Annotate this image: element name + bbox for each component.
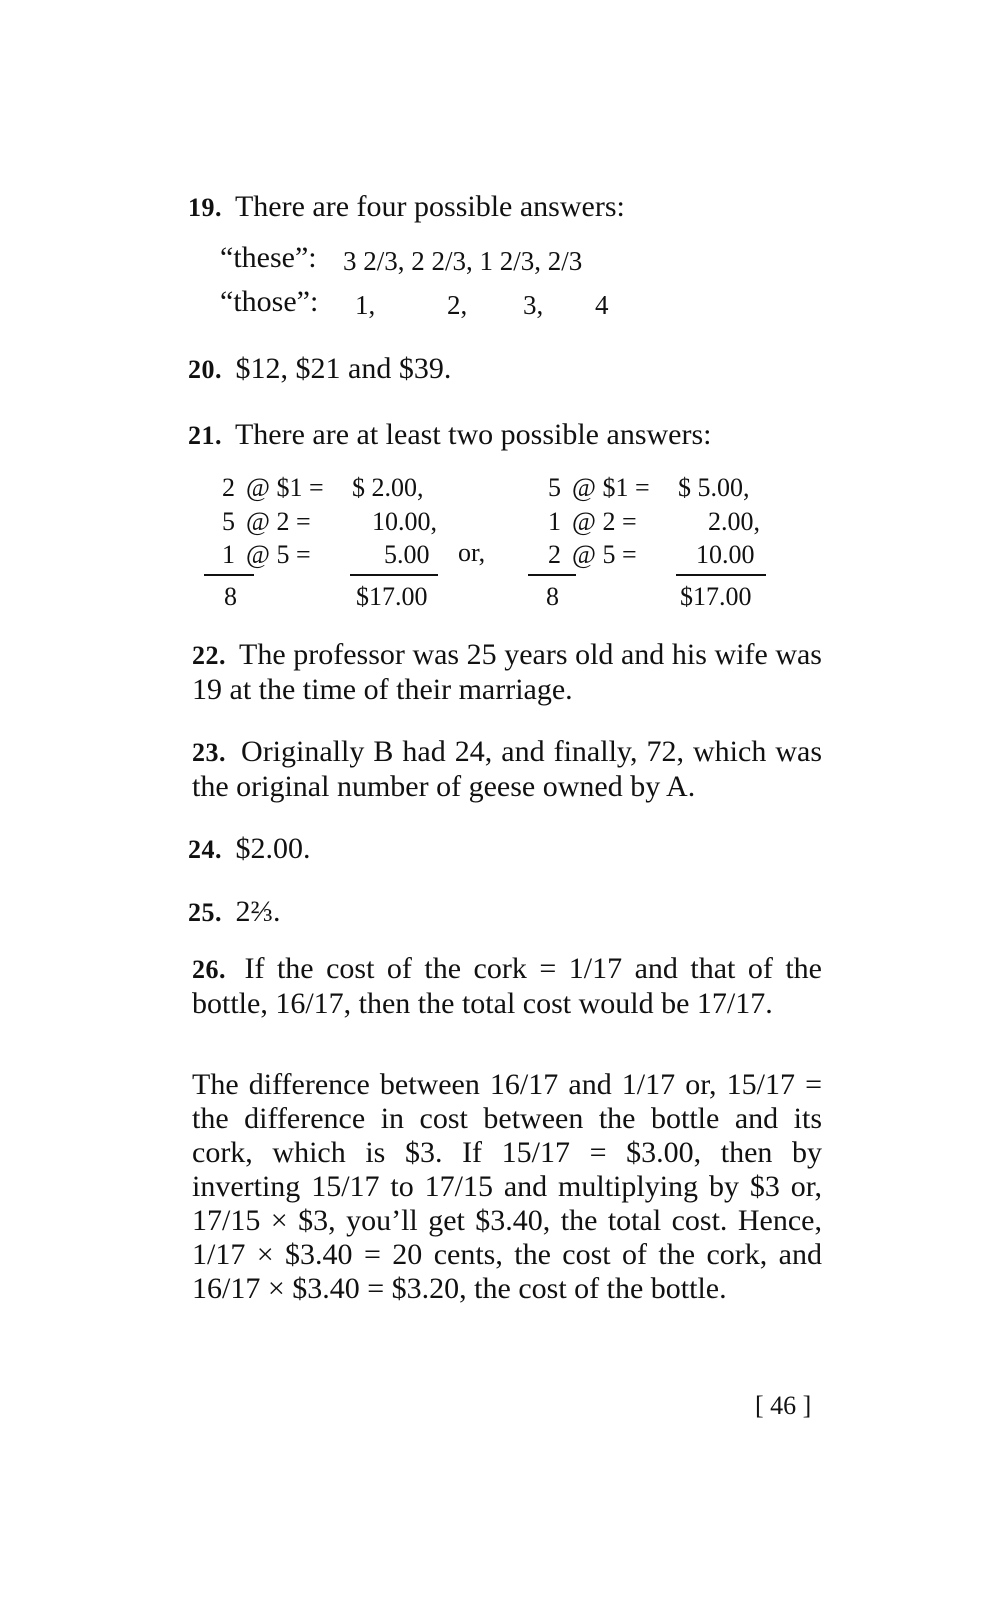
answer-text: There are four possible answers: (234, 190, 625, 223)
row-rate: @ $1 = (572, 473, 650, 502)
answer-19 (188, 190, 625, 225)
answer-25 (188, 895, 281, 930)
total-amount: $17.00 (680, 582, 752, 611)
row-amount: 10.00, (372, 507, 437, 536)
row-qty: 1 (548, 507, 561, 536)
row-rate: @ 5 = (246, 540, 311, 569)
answer-text: Originally B had 24, and finally, 72, which was the original number of geese owned by A. (192, 735, 822, 803)
those-value: 1, (355, 290, 376, 320)
these-value: 2/3 (547, 246, 583, 276)
row-rate: @ 2 = (572, 507, 637, 536)
row-qty: 5 (222, 507, 235, 536)
answer-number: 20. (188, 355, 222, 384)
or-connector: or, (458, 538, 486, 567)
those-value: 3, (523, 290, 544, 320)
answer-26-explanation: The difference between 16/17 and 1/17 or, 15/17 = the difference in cost between the bottle and its cork, which is $3. If 15/17 = $3.00, then by inverting 15/17 to 17/15 and multiplying by $3 or, 17/15 × $3, you’ll get $3.40, the total cost. Hence, 1/17 × $3.40 = 20 cents, the cost of the cork, and 16/17 × $3.40 = $3.20, the cost of the bottle. (192, 1068, 822, 1305)
amount-rule (350, 574, 438, 576)
these-label: “these”: (220, 241, 317, 274)
answer-number: 26. (192, 955, 226, 984)
answer-22 (192, 638, 822, 707)
row-rate: @ 5 = (572, 540, 637, 569)
answer-text: 2⅔. (235, 895, 281, 928)
answer-text: $2.00. (235, 832, 311, 865)
answer-number: 19. (188, 193, 222, 222)
row-qty: 2 (222, 473, 235, 502)
answer-text: If the cost of the cork = 1/17 and that of the bottle, 16/17, then the total cost would be 17/17. (192, 952, 822, 1020)
qty-rule (528, 574, 576, 576)
row-rate: @ $1 = (246, 473, 324, 502)
row-rate: @ 2 = (246, 507, 311, 536)
row-qty: 2 (548, 540, 561, 569)
row-amount: 5.00 (384, 540, 430, 569)
row-qty: 1 (222, 540, 235, 569)
total-qty: 8 (546, 582, 559, 611)
those-value: 4 (595, 290, 609, 320)
answer-20 (188, 352, 451, 387)
total-amount: $17.00 (356, 582, 428, 611)
answer-text: $12, $21 and $39. (235, 352, 452, 385)
answer-text: The professor was 25 years old and his wife was 19 at the time of their marriage. (192, 638, 822, 706)
page-number: [ 46 ] (755, 1391, 812, 1420)
those-label: “those”: (220, 285, 319, 318)
answer-number: 21. (188, 421, 222, 450)
amount-rule (676, 574, 766, 576)
answer-24 (188, 832, 311, 867)
answer-text: There are at least two possible answers: (234, 418, 712, 451)
these-values (343, 246, 582, 277)
those-value: 2, (447, 290, 468, 320)
answer-21 (188, 418, 711, 453)
total-qty: 8 (224, 582, 237, 611)
answer-23 (192, 735, 822, 804)
these-value: 2 2/3, (411, 246, 473, 276)
answer-number: 25. (188, 898, 222, 927)
row-amount: 10.00 (696, 540, 755, 569)
answer-26 (192, 952, 822, 1021)
answer-number: 22. (192, 641, 226, 670)
these-value: 3 2/3, (343, 246, 405, 276)
these-value: 1 2/3, (479, 246, 542, 276)
row-amount: 2.00, (708, 507, 760, 536)
qty-rule (204, 574, 254, 576)
answer-number: 24. (188, 835, 222, 864)
row-qty: 5 (548, 473, 561, 502)
answer-number: 23. (192, 738, 226, 767)
row-amount: $ 5.00, (678, 473, 750, 502)
row-amount: $ 2.00, (352, 473, 424, 502)
